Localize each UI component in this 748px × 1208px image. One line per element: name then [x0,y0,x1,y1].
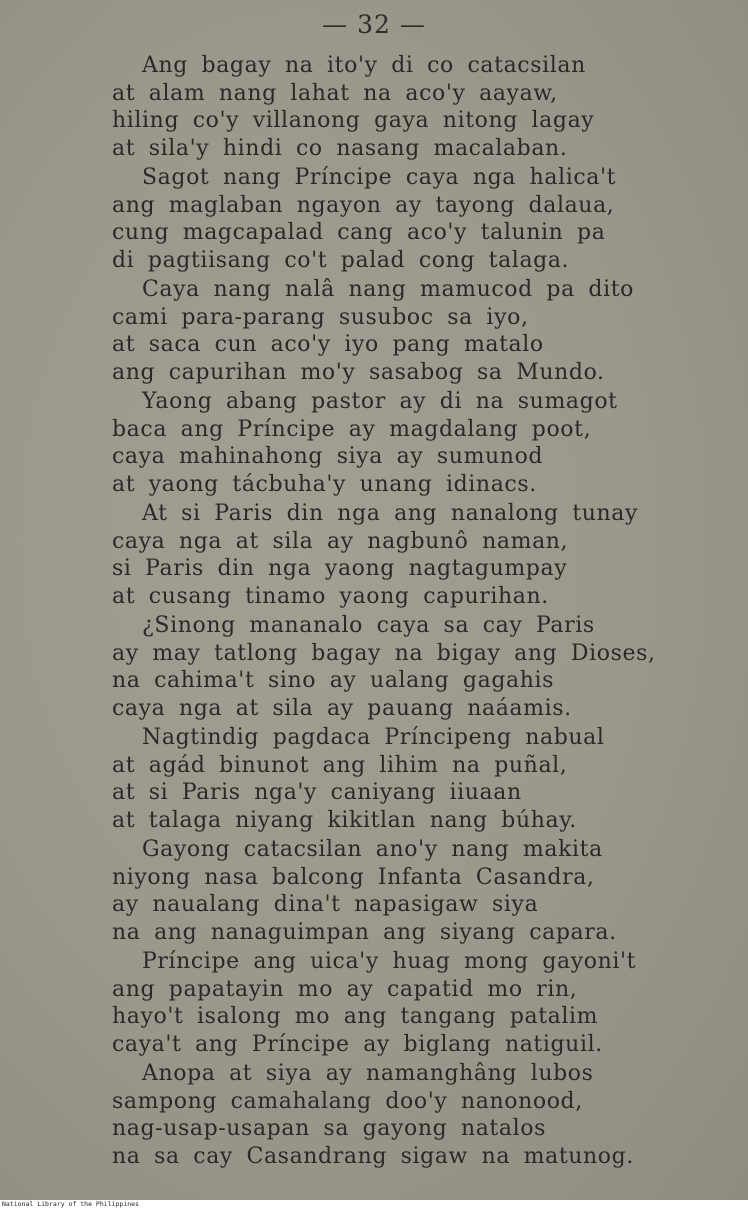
library-credit: National Library of the Philippines [2,1200,139,1208]
verse-line: at yaong tácbuha'y unang idinacs. [112,471,537,497]
verse-line: Nagtindig pagdaca Príncipeng nabual [142,725,605,750]
verse-line: ay may tatlong bagay na bigay ang Dioses, [112,640,656,666]
verse-line: at talaga niyang kikitlan nang búhay. [112,807,577,833]
verse-line: Yaong abang pastor ay di na sumagot [142,389,618,414]
verse-line: na cahima't sino ay ualang gagahis [112,668,555,693]
verse-line: hayo't isalong mo ang tangang patalim [112,1004,599,1029]
stanza [112,164,712,274]
stanza [112,388,712,498]
stanza [112,612,712,722]
verse-line: si Paris din nga yaong nagtagumpay [112,556,568,581]
verse-line: ang papatayin mo ay capatid mo rin, [112,976,578,1002]
verse-line: Anopa at siya ay namanghâng lubos [142,1061,594,1086]
verse-line: at alam nang lahat na aco'y aayaw, [112,80,558,106]
verse-line: ang maglaban ngayon ay tayong dalaua, [112,192,615,218]
verse-line: caya nga at sila ay pauang naáamis. [112,695,572,721]
stanza [112,500,712,610]
stanza [112,948,712,1058]
verse-line: at cusang tinamo yaong capurihan. [112,583,549,609]
poem-body [112,52,712,1172]
verse-line: Ang bagay na ito'y di co catacsilan [142,53,586,78]
verse-line: Sagot nang Príncipe caya nga halica't [142,165,617,190]
verse-line: at sila'y hindi co nasang macalaban. [112,135,568,161]
verse-line: Príncipe ang uica'y huag mong gayoni't [142,949,637,974]
verse-line: nag-usap-usapan sa gayong natalos [112,1116,546,1141]
verse-line: caya nga at sila ay nagbunô naman, [112,528,569,554]
verse-line: caya't ang Príncipe ay biglang natiguil. [112,1031,603,1057]
verse-line: cung magcapalad cang aco'y talunin pa [112,220,606,245]
stanza [112,276,712,386]
verse-line: baca ang Príncipe ay magdalang poot, [112,416,592,442]
verse-line: Caya nang nalâ nang mamucod pa dito [142,277,635,302]
verse-line: na sa cay Casandrang sigaw na matunog. [112,1143,634,1169]
verse-line: na ang nanaguimpan ang siyang capara. [112,919,617,945]
verse-line: At si Paris din nga ang nanalong tunay [142,501,639,526]
page-number: — 32 — [322,10,426,39]
verse-line: Gayong catacsilan ano'y nang makita [142,837,603,862]
verse-line: di pagtiisang co't palad cong talaga. [112,247,570,273]
stanza [112,724,712,834]
verse-line: at saca cun aco'y iyo pang matalo [112,332,544,357]
stanza [112,52,712,162]
stanza [112,836,712,946]
verse-line: sampong camahalang doo'y nanonood, [112,1088,583,1114]
verse-line: at si Paris nga'y caniyang iiuaan [112,780,522,805]
verse-line: hiling co'y villanong gaya nitong lagay [112,108,595,133]
verse-line: caya mahinahong siya ay sumunod [112,444,544,469]
verse-line: at agád binunot ang lihim na puñal, [112,752,568,778]
verse-line: ay naualang dina't napasigaw siya [112,892,539,917]
stanza [112,1060,712,1170]
verse-line: cami para-parang susuboc sa iyo, [112,304,529,330]
verse-line: ¿Sinong mananalo caya sa cay Paris [142,613,595,638]
verse-line: ang capurihan mo'y sasabog sa Mundo. [112,359,605,385]
verse-line: niyong nasa balcong Infanta Casandra, [112,864,595,890]
